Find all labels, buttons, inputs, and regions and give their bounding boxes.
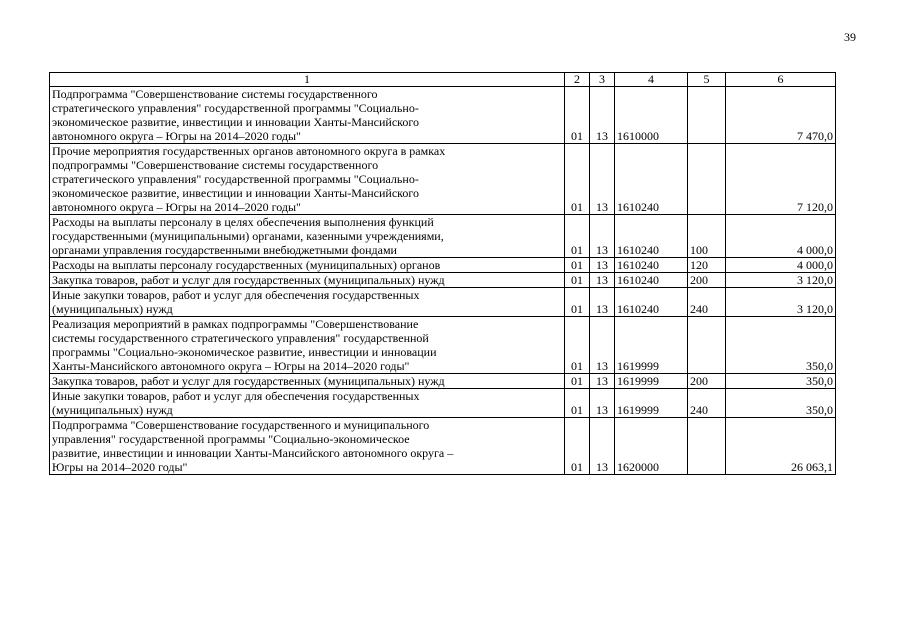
row-target-article: 1610000 bbox=[615, 87, 688, 144]
row-expense-type: 100 bbox=[688, 215, 726, 258]
table-row bbox=[50, 273, 836, 288]
row-sum: 7 120,0 bbox=[726, 144, 836, 215]
header-subsection: 3 bbox=[590, 73, 615, 87]
row-section: 01 bbox=[565, 389, 590, 418]
row-sum: 3 120,0 bbox=[726, 273, 836, 288]
table-row bbox=[50, 288, 836, 317]
row-name: Иные закупки товаров, работ и услуг для обеспечения государственных (муниципальных) нужд bbox=[50, 389, 565, 418]
row-subsection: 13 bbox=[590, 418, 615, 475]
row-expense-type bbox=[688, 317, 726, 374]
row-target-article: 1620000 bbox=[615, 418, 688, 475]
row-sum: 3 120,0 bbox=[726, 288, 836, 317]
row-sum: 350,0 bbox=[726, 317, 836, 374]
table-row bbox=[50, 144, 836, 215]
table-row bbox=[50, 389, 836, 418]
row-subsection: 13 bbox=[590, 258, 615, 273]
table-row bbox=[50, 258, 836, 273]
header-expense-type: 5 bbox=[688, 73, 726, 87]
row-expense-type: 240 bbox=[688, 288, 726, 317]
row-expense-type: 120 bbox=[688, 258, 726, 273]
row-section: 01 bbox=[565, 215, 590, 258]
row-section: 01 bbox=[565, 273, 590, 288]
table-row bbox=[50, 418, 836, 475]
row-name: Реализация мероприятий в рамках подпрограммы "Совершенствование системы государственного стратегического управления" государственной программы "Социально-экономическое развитие, инвестиции и инновации Ханты-Мансийского автономного округа – Югры на 2014–2020 годы" bbox=[50, 317, 565, 374]
row-sum: 7 470,0 bbox=[726, 87, 836, 144]
row-name: Закупка товаров, работ и услуг для государственных (муниципальных) нужд bbox=[50, 374, 565, 389]
header-sum: 6 bbox=[726, 73, 836, 87]
table-row bbox=[50, 215, 836, 258]
row-subsection: 13 bbox=[590, 273, 615, 288]
table-row bbox=[50, 87, 836, 144]
row-target-article: 1619999 bbox=[615, 389, 688, 418]
row-subsection: 13 bbox=[590, 144, 615, 215]
row-expense-type bbox=[688, 144, 726, 215]
row-section: 01 bbox=[565, 288, 590, 317]
row-section: 01 bbox=[565, 317, 590, 374]
row-expense-type: 200 bbox=[688, 273, 726, 288]
row-target-article: 1610240 bbox=[615, 288, 688, 317]
row-target-article: 1610240 bbox=[615, 144, 688, 215]
header-target-article: 4 bbox=[615, 73, 688, 87]
row-section: 01 bbox=[565, 144, 590, 215]
row-expense-type: 240 bbox=[688, 389, 726, 418]
row-name: Расходы на выплаты персоналу государственных (муниципальных) органов bbox=[50, 258, 565, 273]
budget-table bbox=[49, 72, 836, 475]
row-target-article: 1610240 bbox=[615, 215, 688, 258]
row-target-article: 1610240 bbox=[615, 273, 688, 288]
row-expense-type bbox=[688, 87, 726, 144]
row-expense-type: 200 bbox=[688, 374, 726, 389]
row-section: 01 bbox=[565, 418, 590, 475]
row-target-article: 1619999 bbox=[615, 317, 688, 374]
row-subsection: 13 bbox=[590, 317, 615, 374]
row-subsection: 13 bbox=[590, 389, 615, 418]
row-sum: 350,0 bbox=[726, 374, 836, 389]
row-name: Подпрограмма "Совершенствование системы государственного стратегического управления" государственной программы "Социально- экономическое развитие, инвестиции и инновации Ханты-Мансийского автономного округа – Югры на 2014–2020 годы" bbox=[50, 87, 565, 144]
row-subsection: 13 bbox=[590, 288, 615, 317]
table-row bbox=[50, 374, 836, 389]
row-subsection: 13 bbox=[590, 374, 615, 389]
row-sum: 4 000,0 bbox=[726, 258, 836, 273]
row-section: 01 bbox=[565, 374, 590, 389]
row-subsection: 13 bbox=[590, 215, 615, 258]
row-name: Подпрограмма "Совершенствование государственного и муниципального управления" государственной программы "Социально-экономическое развитие, инвестиции и инновации Ханты-Мансийского автономного округа – Югры на 2014–2020 годы" bbox=[50, 418, 565, 475]
row-target-article: 1610240 bbox=[615, 258, 688, 273]
table-row bbox=[50, 317, 836, 374]
row-name: Иные закупки товаров, работ и услуг для обеспечения государственных (муниципальных) нужд bbox=[50, 288, 565, 317]
header-name: 1 bbox=[50, 73, 565, 87]
row-sum: 26 063,1 bbox=[726, 418, 836, 475]
header-section: 2 bbox=[565, 73, 590, 87]
row-name: Прочие мероприятия государственных органов автономного округа в рамках подпрограммы "Совершенствование системы государственного стратегического управления" государственной программы "Социально- экономическое развитие, инвестиции и инновации Ханты-Мансийского автономного округа – Югры на 2014–2020 годы" bbox=[50, 144, 565, 215]
header-row bbox=[50, 73, 836, 87]
row-expense-type bbox=[688, 418, 726, 475]
row-subsection: 13 bbox=[590, 87, 615, 144]
row-sum: 350,0 bbox=[726, 389, 836, 418]
row-section: 01 bbox=[565, 87, 590, 144]
row-sum: 4 000,0 bbox=[726, 215, 836, 258]
row-name: Закупка товаров, работ и услуг для государственных (муниципальных) нужд bbox=[50, 273, 565, 288]
page-number: 39 bbox=[844, 30, 856, 44]
row-target-article: 1619999 bbox=[615, 374, 688, 389]
row-section: 01 bbox=[565, 258, 590, 273]
row-name: Расходы на выплаты персоналу в целях обеспечения выполнения функций государственными (муниципальными) органами, казенными учреждениями, органами управления государственными внебюджетными фондами bbox=[50, 215, 565, 258]
